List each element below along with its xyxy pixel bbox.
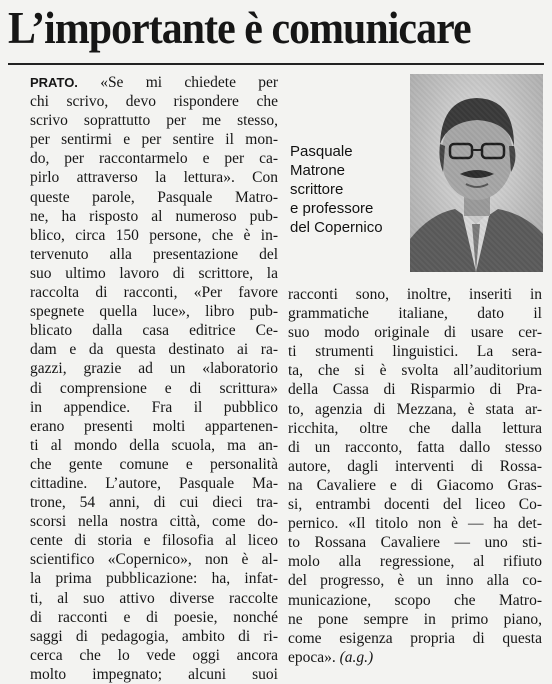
caption-line: scrittore bbox=[290, 181, 344, 198]
article-line: suo modo originale di usare cer- bbox=[288, 324, 542, 342]
article-line: suo ultimo lavoro di scrittore, la bbox=[30, 264, 278, 282]
article-line: blicato dalla casa editrice Ce- bbox=[30, 322, 278, 340]
article-line: cente di storia e filosofia al liceo bbox=[30, 532, 278, 550]
headline-rule bbox=[8, 63, 544, 65]
article-line: to Rossana Cavaliere — uno sti- bbox=[288, 534, 542, 552]
article-line: grammatiche italiane, dato il bbox=[288, 305, 542, 323]
article-line: per sentirmi e per sentire il mon- bbox=[30, 131, 278, 149]
caption-line: del Copernico bbox=[290, 219, 383, 236]
article-line: della Cassa di Risparmio di Pra- bbox=[288, 381, 542, 399]
article-line: cerca che lo vede oggi ancora bbox=[30, 646, 278, 664]
article-line bbox=[288, 648, 542, 667]
article-line: ne pone sempre in primo piano, bbox=[288, 610, 542, 628]
article-line: erano presenti molti appartenen- bbox=[30, 417, 278, 435]
article-line-text: «Se mi chiedete per bbox=[100, 74, 278, 91]
article-line: raccolta di racconti, «Per favore bbox=[30, 284, 278, 302]
article-line: blico, circa 150 persone, che è in- bbox=[30, 226, 278, 244]
author-signature: (a.g.) bbox=[339, 648, 374, 666]
article-line: scrivo soprattutto per me stesso, bbox=[30, 112, 278, 130]
article-line: scientifico «Copernico», non è al- bbox=[30, 551, 278, 569]
article-line: di comprensione e di scrittura» bbox=[30, 379, 278, 397]
article-line: scorsi nella nostra città, come do- bbox=[30, 513, 278, 531]
article-line: municazione, scopo che Matro- bbox=[288, 591, 542, 609]
article-line: tervenuto alla presentazione del bbox=[30, 245, 278, 263]
article-line: gazzi, grazie ad un «laboratorio bbox=[30, 360, 278, 378]
caption-line: Pasquale bbox=[290, 143, 353, 160]
article-line: queste parole, Pasquale Matro- bbox=[30, 188, 278, 206]
dateline: PRATO. bbox=[30, 75, 78, 90]
caption-line: Matrone bbox=[290, 162, 346, 179]
article-line: molo alla regressione, al rifiuto bbox=[288, 553, 542, 571]
headline: L’importante è comunicare bbox=[8, 3, 471, 53]
article-line: ricchita, oltre che dalla lettura bbox=[288, 419, 542, 437]
article-line: pirlo attraverso la lettura». Con bbox=[30, 169, 278, 187]
article-line: racconti sono, inoltre, inseriti in bbox=[288, 286, 542, 303]
article-line: saggi di pedagogia, ambito di ri- bbox=[30, 627, 278, 645]
article-line: ti strumenti linguistici. La sera- bbox=[288, 343, 542, 361]
article-line: ne, ha risposto al numeroso pub- bbox=[30, 207, 278, 225]
article-line: cittadine. L’autore, Pasquale Ma- bbox=[30, 474, 278, 492]
article-line: di racconti e di poesie, nonché bbox=[30, 608, 278, 626]
article-line: do, per raccontarmelo e per ca- bbox=[30, 150, 278, 168]
article-line: si, entrambi docenti del liceo Co- bbox=[288, 496, 542, 514]
article-line: na Cavaliere e di Giacomo Gras- bbox=[288, 476, 542, 494]
article-line: pernico. «Il titolo non è — ha det- bbox=[288, 515, 542, 533]
article-line: in appendice. Fra il pubblico bbox=[30, 398, 278, 416]
photo-caption bbox=[290, 142, 383, 237]
article-line: di un racconto, fatta dallo stesso bbox=[288, 438, 542, 456]
caption-line: e professore bbox=[290, 200, 374, 217]
article-line: ti, al suo attivo diverse raccolte bbox=[30, 589, 278, 607]
article-line: come esigenza propria di questa bbox=[288, 629, 542, 647]
article-line: la prima pubblicazione: ha, infat- bbox=[30, 570, 278, 588]
article-line: che gente comune e personalità bbox=[30, 455, 278, 473]
article-line: ti al mondo della scuola, ma an- bbox=[30, 436, 278, 454]
author-photo bbox=[410, 74, 543, 272]
article-line: spegnete quella luce», libro pub- bbox=[30, 303, 278, 321]
article-line: ta, che si è svolta all’auditorium bbox=[288, 362, 542, 380]
article-line-text: epoca». bbox=[288, 648, 336, 666]
article-line: to, agenzia di Mezzana, è stata ar- bbox=[288, 400, 542, 418]
article-column-1 bbox=[30, 73, 278, 684]
article-line: chi scrivo, devo rispondere che bbox=[30, 93, 278, 111]
article-line: del progresso, è un inno alla co- bbox=[288, 572, 542, 590]
article-line bbox=[30, 73, 278, 92]
article-line: dam e da questa destinato ai ra- bbox=[30, 341, 278, 359]
article-column-2 bbox=[288, 285, 542, 667]
article-line: autore, dagli interventi di Rossa- bbox=[288, 457, 542, 475]
article-line: trone, 54 anni, di cui dieci tra- bbox=[30, 494, 278, 512]
article-line: molto impegnato; alcuni suoi bbox=[30, 665, 278, 683]
